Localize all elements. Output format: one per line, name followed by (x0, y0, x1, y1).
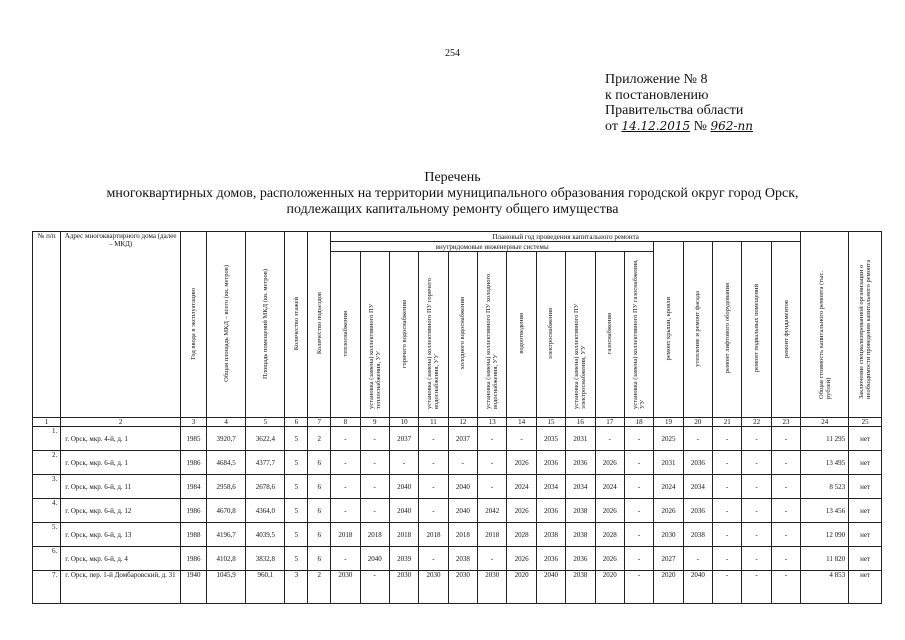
table-cell: - (360, 427, 389, 451)
table-cell: 2018 (360, 523, 389, 547)
address-cell: г. Орск, мкр. 4-й, д. 1 (61, 427, 181, 451)
header-electricity: электроснабжения (536, 252, 565, 418)
table-cell: - (624, 523, 653, 547)
table-cell: 2034 (536, 475, 565, 499)
table-cell: 3 (285, 571, 308, 604)
table-cell: 2040 (536, 571, 565, 604)
table-cell: 6 (308, 499, 331, 523)
table-cell: 3. (33, 475, 61, 499)
table-row (33, 571, 882, 604)
table-cell: - (713, 547, 742, 571)
table-cell: - (389, 451, 418, 475)
table-cell: 11 295 (801, 427, 849, 451)
address-cell: г. Орск, мкр. 6-й, д. 4 (61, 547, 181, 571)
table-cell: 2036 (683, 499, 712, 523)
table-cell: - (713, 427, 742, 451)
column-number: 3 (180, 418, 206, 427)
table-cell: 2040 (448, 499, 477, 523)
header-cold-water: холодного водоснабжения (448, 252, 477, 418)
table-cell: - (331, 427, 360, 451)
table-cell: 2678,6 (246, 475, 285, 499)
table-cell: 2031 (566, 427, 595, 451)
table-cell: - (624, 451, 653, 475)
table-cell: - (360, 499, 389, 523)
header-hot-water: горячего водоснабжения (389, 252, 418, 418)
table-cell: 2024 (654, 475, 683, 499)
table-cell: 4196,7 (207, 523, 246, 547)
header-num: № п/п (33, 232, 61, 418)
table-cell: - (478, 547, 507, 571)
table-cell: - (683, 547, 712, 571)
table-cell: 2020 (507, 571, 536, 604)
table-cell: 3920,7 (207, 427, 246, 451)
table-cell: 2026 (595, 451, 624, 475)
column-number: 14 (507, 418, 536, 427)
table-cell: - (771, 451, 801, 475)
table-cell: - (507, 427, 536, 451)
table-cell: 1986 (180, 451, 206, 475)
table-cell: - (478, 475, 507, 499)
table-cell: 2040 (360, 547, 389, 571)
table-cell: 2024 (507, 475, 536, 499)
column-numbers-row (33, 418, 882, 427)
column-number: 21 (713, 418, 742, 427)
appendix-line2: к постановлению (605, 87, 709, 103)
table-cell: 2 (308, 571, 331, 604)
table-cell: 13 456 (801, 499, 849, 523)
header-heating: теплоснабжения (331, 252, 360, 418)
table-cell: 4102,8 (207, 547, 246, 571)
table-cell: - (448, 451, 477, 475)
table-cell: нет (849, 427, 882, 451)
table-cell: 2040 (389, 499, 418, 523)
table-cell: 1045,9 (207, 571, 246, 604)
table-cell: 2025 (654, 427, 683, 451)
table-cell: 2036 (566, 451, 595, 475)
table-cell: - (713, 451, 742, 475)
table-cell: - (419, 451, 448, 475)
table-cell: 4684,5 (207, 451, 246, 475)
table-cell: 2034 (566, 475, 595, 499)
table-cell: 2034 (683, 475, 712, 499)
table-cell: 2030 (478, 571, 507, 604)
table-cell: 6 (308, 523, 331, 547)
table-cell: 2026 (507, 547, 536, 571)
column-number: 25 (849, 418, 882, 427)
header-elevator: ремонт лифтового оборудования (713, 242, 742, 418)
table-cell: 1986 (180, 499, 206, 523)
table-cell: 960,1 (246, 571, 285, 604)
table-cell: 2038 (566, 523, 595, 547)
table-cell: 2030 (389, 571, 418, 604)
table-cell: 2038 (448, 547, 477, 571)
column-number: 2 (61, 418, 181, 427)
table-cell: 2018 (478, 523, 507, 547)
table-cell: 2036 (536, 547, 565, 571)
header-floors: Количество этажей (285, 232, 308, 418)
table-cell: 2026 (507, 499, 536, 523)
table-cell: 2028 (507, 523, 536, 547)
table-cell: 2038 (683, 523, 712, 547)
table-cell: 2018 (448, 523, 477, 547)
table-cell: 5 (285, 499, 308, 523)
table-cell: 6 (308, 451, 331, 475)
table-cell: 2018 (331, 523, 360, 547)
table-cell: - (683, 427, 712, 451)
table-cell: 1985 (180, 427, 206, 451)
address-cell: г. Орск, пер. 1-й Домбаровский, д. 31 (61, 571, 181, 604)
table-cell: 2036 (536, 499, 565, 523)
header-year: Год ввода в эксплуатацию (180, 232, 206, 418)
table-cell: 2036 (536, 451, 565, 475)
column-number: 16 (566, 418, 595, 427)
table-cell: 11 820 (801, 547, 849, 571)
table-cell: - (713, 523, 742, 547)
header-roof: ремонт крыши, кровли (654, 242, 683, 418)
table-cell: 2030 (448, 571, 477, 604)
appendix-line3: Правительства области (605, 103, 744, 118)
table-cell: 1988 (180, 523, 206, 547)
table-cell: 2958,6 (207, 475, 246, 499)
header-facade: утепление и ремонт фасада (683, 242, 712, 418)
header-entrances: Количество подъездов (308, 232, 331, 418)
header-basement: ремонт подвальных помещений (742, 242, 771, 418)
table-cell: - (624, 475, 653, 499)
header-premises-area: Площадь помещений МКД (кв. метров) (246, 232, 285, 418)
table-cell: 2042 (478, 499, 507, 523)
page-number: 254 (445, 48, 460, 59)
table-cell: 2026 (595, 547, 624, 571)
number-prefix: № (693, 118, 708, 134)
header-sewage: водоотведения (507, 252, 536, 418)
table-cell: - (419, 547, 448, 571)
column-number: 15 (536, 418, 565, 427)
table-cell: 5 (285, 427, 308, 451)
column-number: 17 (595, 418, 624, 427)
table-cell: 2026 (507, 451, 536, 475)
table-cell: 2024 (595, 475, 624, 499)
handwritten-date: 14.12.2015 (621, 118, 691, 133)
table-cell: 4. (33, 499, 61, 523)
table-cell: нет (849, 523, 882, 547)
table-cell: - (624, 571, 653, 604)
header-gas-meter: установка (замена) коллективного ПУ газоснабжения, УУ (624, 252, 653, 418)
table-cell: 2031 (654, 451, 683, 475)
table-cell: 2036 (683, 451, 712, 475)
table-cell: - (771, 427, 801, 451)
appendix-date-line (605, 119, 753, 135)
header-foundation: ремонт фундаментов (771, 242, 801, 418)
title-line2: многоквартирных домов, расположенных на территории муниципального образования городской округ город Орск, (106, 186, 799, 201)
table-cell: 2040 (389, 475, 418, 499)
column-number: 5 (246, 418, 285, 427)
table-cell: 2026 (654, 499, 683, 523)
column-number: 11 (419, 418, 448, 427)
table-cell: 5. (33, 523, 61, 547)
column-number: 22 (742, 418, 771, 427)
table-cell: нет (849, 571, 882, 604)
column-number: 8 (331, 418, 360, 427)
table-cell: - (331, 475, 360, 499)
header-electricity-meter: установка (замена) коллективного ПУ электроснабжения, УУ (566, 252, 595, 418)
header-total-cost: Общая стоимость капитального ремонта (тыс. рублей) (801, 232, 849, 418)
table-cell: - (771, 475, 801, 499)
table-cell: 5 (285, 523, 308, 547)
column-number: 10 (389, 418, 418, 427)
header-planned-year: Плановый год проведения капитального ремонта (331, 232, 801, 242)
table-cell: 2030 (331, 571, 360, 604)
table-cell: нет (849, 451, 882, 475)
table-cell: 13 495 (801, 451, 849, 475)
table-cell: - (419, 427, 448, 451)
table-cell: - (360, 475, 389, 499)
table-cell: - (478, 427, 507, 451)
table-cell: 2018 (419, 523, 448, 547)
table-cell: - (771, 499, 801, 523)
table-cell: 2. (33, 451, 61, 475)
table-cell: 2026 (595, 499, 624, 523)
column-number: 1 (33, 418, 61, 427)
table-cell: 2037 (389, 427, 418, 451)
table-cell: 7. (33, 571, 61, 604)
column-number: 18 (624, 418, 653, 427)
table-cell: - (742, 451, 771, 475)
address-cell: г. Орск, мкр. 6-й, д. 11 (61, 475, 181, 499)
table-cell: нет (849, 475, 882, 499)
table-cell: - (624, 499, 653, 523)
table-cell: 4377,7 (246, 451, 285, 475)
address-cell: г. Орск, мкр. 6-й, д. 12 (61, 499, 181, 523)
table-row (33, 475, 882, 499)
column-number: 19 (654, 418, 683, 427)
header-heating-meter: установка (замена) коллективного ПУ теплоснабжения, УУ (360, 252, 389, 418)
column-number: 13 (478, 418, 507, 427)
table-cell: - (624, 427, 653, 451)
table-cell: 6. (33, 547, 61, 571)
appendix-line1: Приложение № 8 (605, 72, 708, 87)
table-cell: - (331, 547, 360, 571)
column-number: 12 (448, 418, 477, 427)
title-line1: Перечень (424, 170, 481, 185)
table-cell: - (742, 547, 771, 571)
table-cell: нет (849, 499, 882, 523)
table-cell: 2040 (683, 571, 712, 604)
handwritten-number: 962-пп (710, 118, 753, 133)
table-cell: 1940 (180, 571, 206, 604)
table-cell: 5 (285, 451, 308, 475)
table-cell: 2040 (448, 475, 477, 499)
table-cell: 8 523 (801, 475, 849, 499)
table-cell: - (360, 571, 389, 604)
table-cell: - (742, 475, 771, 499)
table-cell: - (419, 475, 448, 499)
appendix-block (605, 72, 753, 134)
table-cell: - (331, 451, 360, 475)
table-cell: 1986 (180, 547, 206, 571)
table-cell: 6 (308, 475, 331, 499)
column-number: 24 (801, 418, 849, 427)
column-number: 7 (308, 418, 331, 427)
table-row (33, 427, 882, 451)
table-cell: 3832,8 (246, 547, 285, 571)
table-cell: - (742, 523, 771, 547)
header-total-area: Общая площадь МКД – всего (кв. метров) (207, 232, 246, 418)
title-line3: подлежащих капитальному ремонту общего имущества (286, 202, 619, 217)
document-title (0, 170, 905, 218)
table-cell: 5 (285, 547, 308, 571)
table-cell: - (742, 571, 771, 604)
header-hot-water-meter: установка (замена) коллективного ПУ горячего водоснабжения, УУ (419, 252, 448, 418)
column-number: 9 (360, 418, 389, 427)
table-cell: 2038 (566, 499, 595, 523)
table-cell: 2038 (536, 523, 565, 547)
table-cell: 2030 (654, 523, 683, 547)
table-cell: 2028 (595, 523, 624, 547)
table-row (33, 499, 882, 523)
table-cell: - (771, 523, 801, 547)
header-internal-systems: внутридомовые инженерные системы (331, 242, 654, 252)
table-cell: - (595, 427, 624, 451)
table-cell: 3622,4 (246, 427, 285, 451)
table-cell: 2 (308, 427, 331, 451)
table-cell: - (742, 499, 771, 523)
table-cell: 6 (308, 547, 331, 571)
table-cell: 1. (33, 427, 61, 451)
from-prefix: от (605, 118, 618, 134)
table-cell: - (771, 547, 801, 571)
table-cell: - (713, 571, 742, 604)
table-cell: 2038 (566, 571, 595, 604)
header-gas: газоснабжения (595, 252, 624, 418)
table-cell: 2035 (536, 427, 565, 451)
table-cell: 5 (285, 475, 308, 499)
header-address: Адрес многоквартирного дома (далее – МКД) (61, 232, 181, 418)
table-cell: - (742, 427, 771, 451)
table-cell: 4039,5 (246, 523, 285, 547)
column-number: 6 (285, 418, 308, 427)
table-cell: нет (849, 547, 882, 571)
header-conclusion: Заключение специализированной организации о необходимости проведения капитального ремонта (849, 232, 882, 418)
table-row (33, 547, 882, 571)
table-cell: - (713, 499, 742, 523)
table-cell: 12 090 (801, 523, 849, 547)
table-cell: 2030 (419, 571, 448, 604)
address-cell: г. Орск, мкр. 6-й, д. 13 (61, 523, 181, 547)
header-cold-water-meter: установка (замена) коллективного ПУ холодного водоснабжения, УУ (478, 252, 507, 418)
table-cell: 2037 (448, 427, 477, 451)
table-cell: - (331, 499, 360, 523)
table-cell: 1984 (180, 475, 206, 499)
address-cell: г. Орск, мкр. 6-й, д. 1 (61, 451, 181, 475)
table-cell: 2039 (389, 547, 418, 571)
table-row (33, 451, 882, 475)
table-cell: 2027 (654, 547, 683, 571)
column-number: 4 (207, 418, 246, 427)
table-cell: 2036 (566, 547, 595, 571)
table-cell: - (478, 451, 507, 475)
table-cell: 2020 (595, 571, 624, 604)
table-cell: 4 853 (801, 571, 849, 604)
table-cell: 4670,8 (207, 499, 246, 523)
column-number: 23 (771, 418, 801, 427)
table-cell: - (360, 451, 389, 475)
table-cell: - (771, 571, 801, 604)
table-cell: 2018 (389, 523, 418, 547)
table-cell: - (624, 547, 653, 571)
table-cell: 2020 (654, 571, 683, 604)
table-cell: 4364,0 (246, 499, 285, 523)
table-cell: - (419, 499, 448, 523)
buildings-table (32, 231, 882, 604)
column-number: 20 (683, 418, 712, 427)
table-cell: - (713, 475, 742, 499)
table-row (33, 523, 882, 547)
